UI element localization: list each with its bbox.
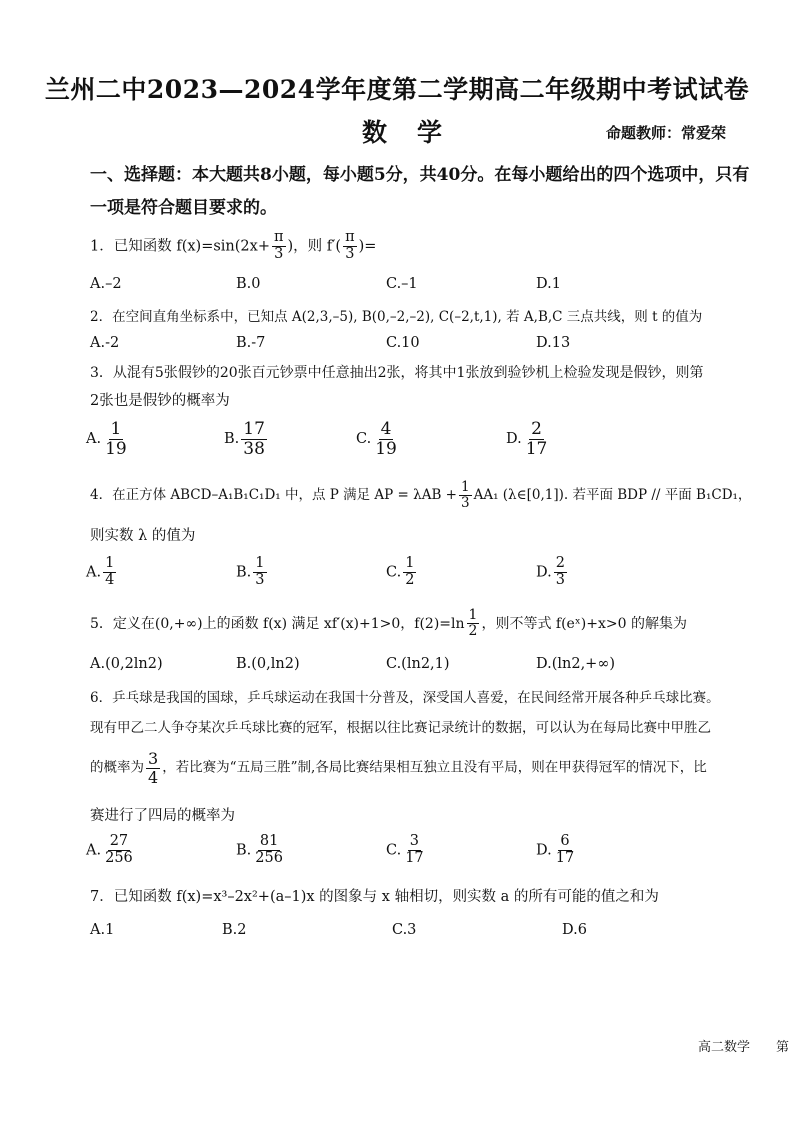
question-5-option-c: C.(ln2,1) [386, 656, 450, 672]
fraction: $\frac{17}{38}$ [243, 419, 265, 459]
fraction: $\frac{1}{2}$ [468, 607, 478, 640]
fraction: $\frac{2}{3}$ [555, 555, 565, 588]
fraction: $\frac{1}{3}$ [255, 555, 265, 588]
question-4-option-b: B. $\frac{1}{3}$ [236, 555, 265, 588]
question-2-option-b: B.-7 [236, 335, 266, 351]
fraction: $\frac{2}{17}$ [525, 419, 548, 459]
question-3-option-a: A. $\frac{1}{19}$ [86, 419, 127, 459]
question-2-stem: 2．在空间直角坐标系中，已知点 A(2,3,–5), B(0,–2,–2), C(–2,t,1), 若 A,B,C 三点共线，则 t 的值为 [90, 309, 703, 325]
question-1-option-c: C.–1 [386, 276, 418, 292]
footer-page: 第 [776, 1040, 790, 1055]
question-4-option-a: A. $\frac{1}{4}$ [86, 555, 115, 588]
question-6-line2: 现有甲乙二人争夺某次乒乓球比赛的冠军，根据以往比赛记录统计的数据，可以认为在每局比赛中甲胜乙 [90, 720, 711, 736]
question-4-option-c: C. $\frac{1}{2}$ [386, 555, 415, 588]
footer-subject: 高二数学 [698, 1040, 751, 1055]
question-1-option-a: A.–2 [90, 276, 122, 292]
question-6-option-b: B. $\frac{81}{256}$ [236, 833, 283, 866]
question-7-option-c: C.3 [392, 922, 417, 938]
subject-title: 数学 [362, 118, 473, 147]
fraction: $\frac{\pi}{3}$ [273, 229, 284, 262]
question-2-option-c: C.10 [386, 335, 420, 351]
fraction: $\frac{27}{256}$ [105, 833, 133, 866]
question-1-option-b: B.0 [236, 276, 261, 292]
fraction: $\frac{3}{4}$ [148, 749, 159, 787]
fraction: $\frac{\pi}{3}$ [345, 229, 355, 262]
question-4-line2: 则实数 λ 的值为 [90, 528, 196, 544]
fraction: $\frac{1}{3}$ [460, 479, 470, 511]
question-2-option-a: A.-2 [90, 335, 120, 351]
question-3-option-c: C. $\frac{4}{19}$ [356, 419, 397, 459]
question-7-option-a: A.1 [90, 922, 115, 938]
question-1-stem: 1．已知函数 f(x)=sin(2x+ $\frac{\pi}{3}$ )，则 f′( $\frac{\pi}{3}$ )= [90, 229, 377, 262]
question-5-option-a: A.(0,2ln2) [90, 656, 163, 672]
question-4-stem: 4．在正方体 ABCD–A₁B₁C₁D₁ 中，点 P 满足 AP = λAB + $\frac{1}{3}$ AA₁ (λ∈[0,1]). 若平面 BDP // 平面 B₁CD₁， [90, 479, 752, 511]
question-7-option-b: B.2 [222, 922, 247, 938]
question-6-option-c: C. $\frac{3}{17}$ [386, 833, 424, 866]
question-3-option-b: B. $\frac{17}{38}$ [224, 419, 265, 459]
fraction: $\frac{1}{4}$ [105, 555, 115, 588]
fraction: $\frac{81}{256}$ [255, 833, 283, 866]
question-5-stem: 5．定义在(0,+∞)上的函数 f(x) 满足 xf′(x)+1>0，f(2)=ln $\frac{1}{2}$ ，则不等式 f(eˣ)+x>0 的解集为 [90, 607, 687, 640]
question-7-stem: 7．已知函数 f(x)=x³–2x²+(a–1)x 的图象与 x 轴相切，则实数 a 的所有可能的值之和为 [90, 889, 659, 905]
fraction: $\frac{3}{17}$ [405, 833, 424, 866]
fraction: $\frac{1}{19}$ [105, 419, 127, 459]
question-6-line1: 6．乒乓球是我国的国球，乒乓球运动在我国十分普及，深受国人喜爱，在民间经常开展各种乒乓球比赛。 [90, 690, 720, 706]
question-5-option-d: D.(ln2,+∞) [536, 656, 616, 672]
question-3-line1: 3．从混有5张假钞的20张百元钞票中任意抽出2张，将其中1张放到验钞机上检验发现是假钞，则第 [90, 365, 704, 381]
fraction: $\frac{6}{17}$ [555, 833, 575, 866]
question-2-option-d: D.13 [536, 335, 571, 351]
fraction: $\frac{4}{19}$ [375, 419, 397, 459]
question-6-line4: 赛进行了四局的概率为 [90, 808, 235, 824]
question-6-option-d: D. $\frac{6}{17}$ [536, 833, 575, 866]
exam-title: 兰州二中2023—2024学年度第二学期高二年级期中考试试卷 [44, 75, 750, 104]
section-heading-line1: 一、选择题：本大题共8小题，每小题5分，共40分。在每小题给出的四个选项中，只有 [90, 165, 750, 185]
question-3-option-d: D. $\frac{2}{17}$ [506, 419, 548, 459]
question-6-line3: 的概率为 $\frac{3}{4}$ ，若比赛为“五局三胜”制,各局比赛结果相互独立且没有平局，则在甲获得冠军的情况下，比 [90, 749, 707, 787]
section-heading-line2: 一项是符合题目要求的。 [90, 198, 277, 218]
question-6-option-a: A. $\frac{27}{256}$ [86, 833, 133, 866]
question-1-option-d: D.1 [536, 276, 561, 292]
author-label: 命题教师：常爱荣 [606, 124, 727, 142]
question-4-option-d: D. $\frac{2}{3}$ [536, 555, 565, 588]
question-7-option-d: D.6 [562, 922, 587, 938]
question-3-line2: 2张也是假钞的概率为 [90, 393, 230, 409]
fraction: $\frac{1}{2}$ [405, 555, 415, 588]
question-5-option-b: B.(0,ln2) [236, 656, 300, 672]
